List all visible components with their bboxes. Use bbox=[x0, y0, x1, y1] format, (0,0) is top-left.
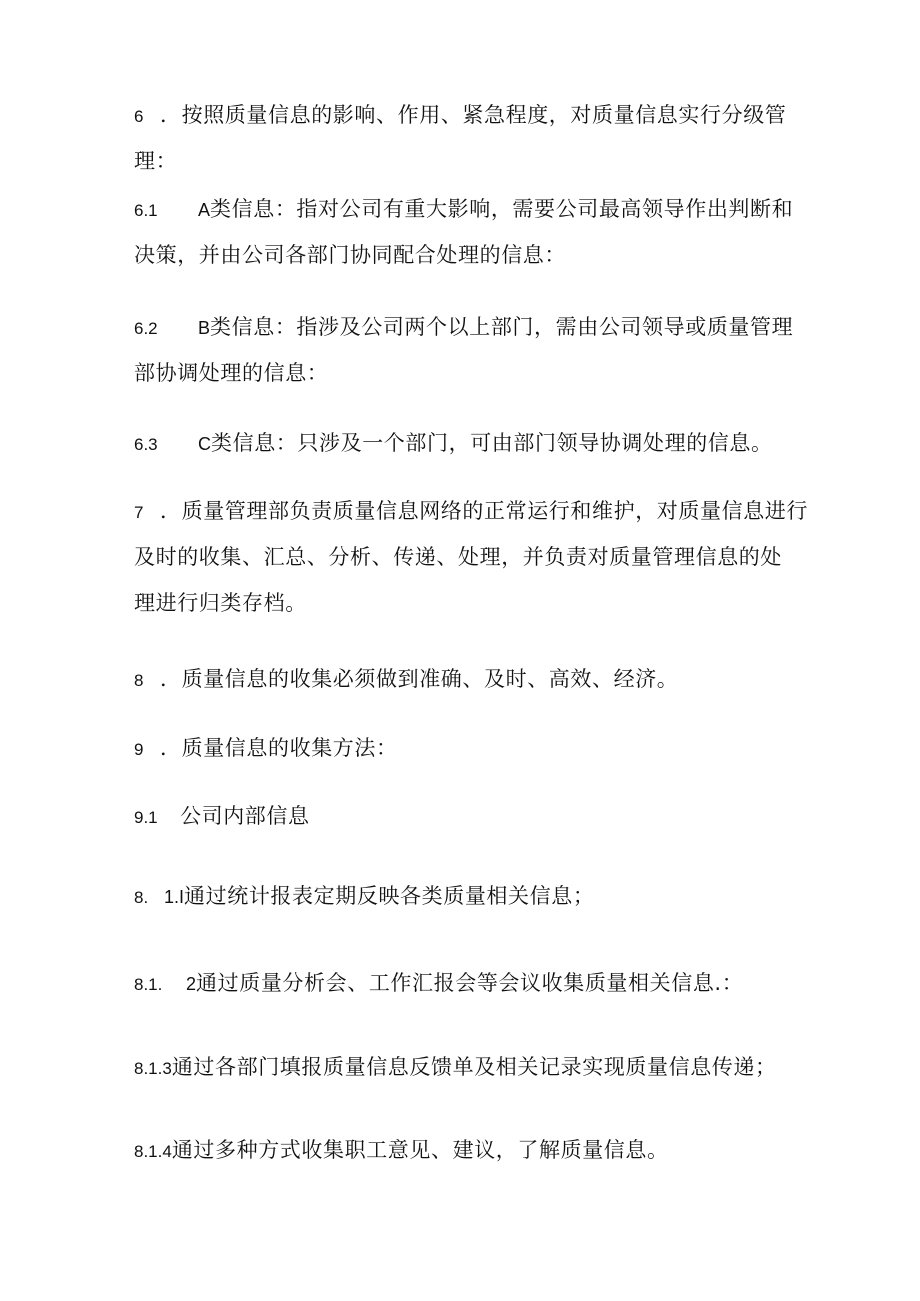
item-9 bbox=[134, 725, 794, 771]
item-8 bbox=[134, 656, 794, 702]
item-text: 类信息：指涉及公司两个以上部门，需由公司领导或质量管理 bbox=[210, 315, 794, 339]
item-number: 6.2 bbox=[134, 319, 158, 338]
item-number: 8.1.3 bbox=[134, 1059, 172, 1078]
item-8-1-4 bbox=[134, 1127, 794, 1173]
item-8-1-3-line-1 bbox=[134, 1044, 794, 1090]
item-number: 6.1 bbox=[134, 201, 158, 220]
item-number: 8. bbox=[134, 888, 149, 907]
item-text: ．质量信息的收集方法： bbox=[160, 736, 398, 760]
item-9-1-line-1 bbox=[134, 793, 794, 839]
class-letter: C bbox=[198, 434, 211, 454]
item-text: ．按照质量信息的影响、作用、紧急程度，对质量信息实行分级管 bbox=[160, 103, 787, 127]
item-text: 决策，并由公司各部门协同配合处理的信息： bbox=[134, 243, 566, 267]
item-number: 8 bbox=[134, 671, 144, 690]
item-8-1-1 bbox=[134, 873, 794, 919]
item-text: 部协调处理的信息： bbox=[134, 361, 329, 385]
item-text: ．质量信息的收集必须做到准确、及时、高效、经济。 bbox=[160, 667, 679, 691]
item-text: 通过各部门填报质量信息反馈单及相关记录实现质量信息传递； bbox=[171, 1055, 777, 1079]
item-6-3-line-1 bbox=[134, 420, 794, 466]
item-8-1-2 bbox=[134, 960, 794, 1006]
item-text: 公司内部信息 bbox=[180, 804, 310, 828]
item-sub-number: 2 bbox=[186, 974, 197, 994]
item-text: 及时的收集、汇总、分析、传递、处理，并负责对质量管理信息的处 bbox=[134, 545, 782, 569]
item-6-1-line-2 bbox=[134, 232, 794, 278]
item-7 bbox=[134, 488, 808, 626]
item-text: 类信息：指对公司有重大影响，需要公司最高领导作出判断和 bbox=[210, 197, 794, 221]
item-8-1-2-line-1 bbox=[134, 960, 794, 1006]
item-7-line-1 bbox=[134, 488, 808, 534]
item-number: 6.3 bbox=[134, 435, 158, 454]
item-8-line-1 bbox=[134, 656, 794, 702]
item-9-1 bbox=[134, 793, 794, 839]
item-number: 8.1.4 bbox=[134, 1142, 172, 1161]
item-6-2-line-1 bbox=[134, 304, 794, 350]
item-6-2-line-2 bbox=[134, 350, 794, 396]
item-7-line-2 bbox=[134, 534, 794, 580]
item-text: 类信息：只涉及一个部门，可由部门领导协调处理的信息。 bbox=[211, 431, 773, 455]
item-number: 9.1 bbox=[134, 808, 158, 827]
item-7-line-3 bbox=[134, 580, 794, 626]
item-9-line-1 bbox=[134, 725, 794, 771]
item-6-1 bbox=[134, 186, 794, 278]
item-6-line-2 bbox=[134, 138, 794, 184]
item-8-1-3 bbox=[134, 1044, 794, 1090]
item-text: 通过多种方式收集职工意见、建议，了解质量信息。 bbox=[171, 1138, 669, 1162]
item-8-1-1-line-1 bbox=[134, 873, 794, 919]
item-text: 通过质量分析会、工作汇报会等会议收集质量相关信息.： bbox=[196, 971, 744, 995]
item-6-3 bbox=[134, 420, 794, 466]
item-number: 6 bbox=[134, 107, 144, 126]
item-text: 通过统计报表定期反映各类质量相关信息； bbox=[184, 884, 595, 908]
item-number: 7 bbox=[134, 503, 144, 522]
item-6-line-1 bbox=[134, 92, 794, 138]
item-6-1-line-1 bbox=[134, 186, 794, 232]
item-text: 理进行归类存档。 bbox=[134, 591, 307, 615]
class-letter: B bbox=[198, 318, 211, 338]
item-sub-number: 1.I bbox=[164, 887, 185, 907]
item-6-2 bbox=[134, 304, 794, 396]
item-text: ．质量管理部负责质量信息网络的正常运行和维护，对质量信息进行 bbox=[160, 499, 808, 523]
item-6 bbox=[134, 92, 794, 184]
item-number: 8.1. bbox=[134, 975, 163, 994]
item-text: 理： bbox=[134, 149, 178, 173]
item-number: 9 bbox=[134, 740, 144, 759]
class-letter: A bbox=[198, 200, 211, 220]
item-8-1-4-line-1 bbox=[134, 1127, 794, 1173]
